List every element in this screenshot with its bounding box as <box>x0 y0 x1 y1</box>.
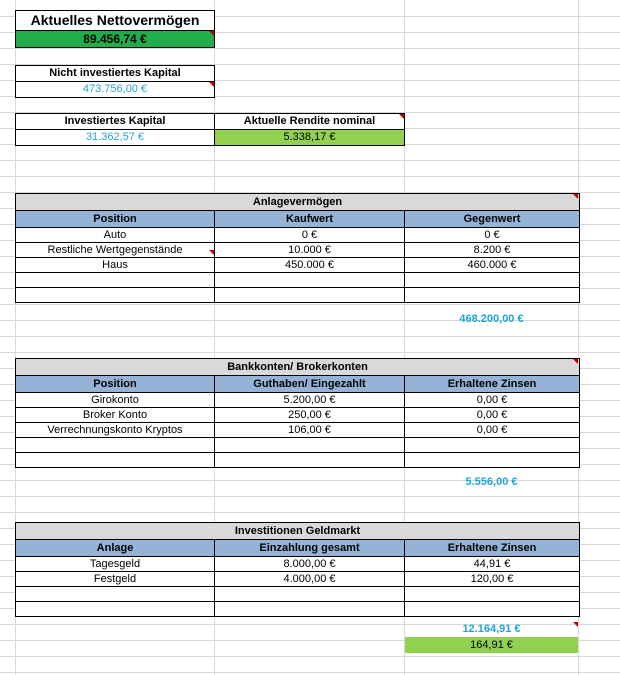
table-row <box>16 393 580 408</box>
cell[interactable] <box>16 587 215 602</box>
col-header-deposit-total[interactable]: Einzahlung gesamt <box>215 540 405 557</box>
assets-table <box>15 193 580 303</box>
cell[interactable]: Verrechnungskonto Kryptos <box>16 423 215 438</box>
cell[interactable] <box>16 602 215 617</box>
cell[interactable]: 460.000 € <box>405 258 580 273</box>
col-header-balance[interactable]: Guthaben/ Eingezahlt <box>215 376 405 393</box>
cell[interactable]: 0 € <box>215 228 405 243</box>
table-row <box>16 258 580 273</box>
cell[interactable]: Auto <box>16 228 215 243</box>
bank-accounts-table <box>15 358 580 468</box>
col-header-investment[interactable]: Anlage <box>16 540 215 557</box>
col-header-position[interactable]: Position <box>16 376 215 393</box>
cell[interactable] <box>215 602 405 617</box>
table-row <box>16 243 580 258</box>
cell[interactable]: 0,00 € <box>405 423 580 438</box>
net-worth-label[interactable]: Aktuelles Nettovermögen <box>15 10 215 31</box>
cell[interactable]: Haus <box>16 258 215 273</box>
comment-indicator[interactable] <box>573 622 578 627</box>
cell[interactable]: 106,00 € <box>215 423 405 438</box>
uninvested-capital-label[interactable]: Nicht investiertes Kapital <box>15 65 215 82</box>
money-market-interest-total[interactable]: 164,91 € <box>405 637 578 653</box>
cell[interactable]: Restliche Wertgegenstände <box>16 243 215 258</box>
assets-total[interactable]: 468.200,00 € <box>459 313 524 325</box>
money-market-table <box>15 522 580 617</box>
table-row <box>16 423 580 438</box>
cell[interactable]: 10.000 € <box>215 243 405 258</box>
cell[interactable]: 8.000,00 € <box>215 557 405 572</box>
bank-accounts-title[interactable]: Bankkonten/ Brokerkonten <box>16 359 580 376</box>
comment-indicator[interactable] <box>209 31 214 36</box>
cell[interactable]: 120,00 € <box>405 572 580 587</box>
comment-indicator[interactable] <box>399 114 404 119</box>
assets-title[interactable]: Anlagevermögen <box>16 194 580 211</box>
nominal-return-value[interactable]: 5.338,17 € <box>214 129 405 146</box>
cell[interactable]: 4.000,00 € <box>215 572 405 587</box>
table-row <box>16 288 580 303</box>
cell[interactable]: 44,91 € <box>405 557 580 572</box>
cell[interactable] <box>16 453 215 468</box>
cell[interactable] <box>215 288 405 303</box>
table-row <box>16 602 580 617</box>
cell[interactable] <box>405 602 580 617</box>
cell[interactable] <box>16 438 215 453</box>
cell[interactable]: Tagesgeld <box>16 557 215 572</box>
invested-capital-value[interactable]: 31.362,57 € <box>15 129 215 146</box>
cell[interactable]: 0 € <box>405 228 580 243</box>
table-row <box>16 557 580 572</box>
table-row <box>16 408 580 423</box>
comment-indicator[interactable] <box>209 250 214 255</box>
table-row <box>16 453 580 468</box>
col-header-current-value[interactable]: Gegenwert <box>405 211 580 228</box>
table-row <box>16 273 580 288</box>
cell[interactable]: Broker Konto <box>16 408 215 423</box>
invested-capital-label[interactable]: Investiertes Kapital <box>15 113 215 130</box>
cell[interactable]: 450.000 € <box>215 258 405 273</box>
money-market-title[interactable]: Investitionen Geldmarkt <box>16 523 580 540</box>
cell[interactable] <box>16 273 215 288</box>
cell[interactable]: Girokonto <box>16 393 215 408</box>
cell[interactable]: 5.200,00 € <box>215 393 405 408</box>
cell[interactable] <box>215 587 405 602</box>
cell[interactable]: 0,00 € <box>405 408 580 423</box>
cell[interactable] <box>405 288 580 303</box>
cell[interactable] <box>215 438 405 453</box>
comment-indicator[interactable] <box>573 359 578 364</box>
table-row <box>16 587 580 602</box>
bank-accounts-total[interactable]: 5.556,00 € <box>465 476 518 488</box>
cell[interactable] <box>215 273 405 288</box>
comment-indicator[interactable] <box>209 82 214 87</box>
comment-indicator[interactable] <box>573 194 578 199</box>
col-header-position[interactable]: Position <box>16 211 215 228</box>
uninvested-capital-value[interactable]: 473.756,00 € <box>15 81 215 98</box>
cell[interactable] <box>405 438 580 453</box>
table-row <box>16 572 580 587</box>
cell[interactable]: 8.200 € <box>405 243 580 258</box>
cell[interactable] <box>405 273 580 288</box>
nominal-return-label[interactable]: Aktuelle Rendite nominal <box>214 113 405 130</box>
cell[interactable] <box>215 453 405 468</box>
col-header-purchase-value[interactable]: Kaufwert <box>215 211 405 228</box>
cell[interactable] <box>16 288 215 303</box>
cell[interactable]: 0,00 € <box>405 393 580 408</box>
cell[interactable]: Festgeld <box>16 572 215 587</box>
cell[interactable] <box>405 453 580 468</box>
table-row <box>16 438 580 453</box>
table-row <box>16 228 580 243</box>
cell[interactable] <box>405 587 580 602</box>
net-worth-value[interactable]: 89.456,74 € <box>15 30 215 48</box>
cell[interactable]: 250,00 € <box>215 408 405 423</box>
money-market-total[interactable]: 12.164,91 € <box>462 623 521 635</box>
col-header-interest[interactable]: Erhaltene Zinsen <box>405 376 580 393</box>
col-header-interest[interactable]: Erhaltene Zinsen <box>405 540 580 557</box>
